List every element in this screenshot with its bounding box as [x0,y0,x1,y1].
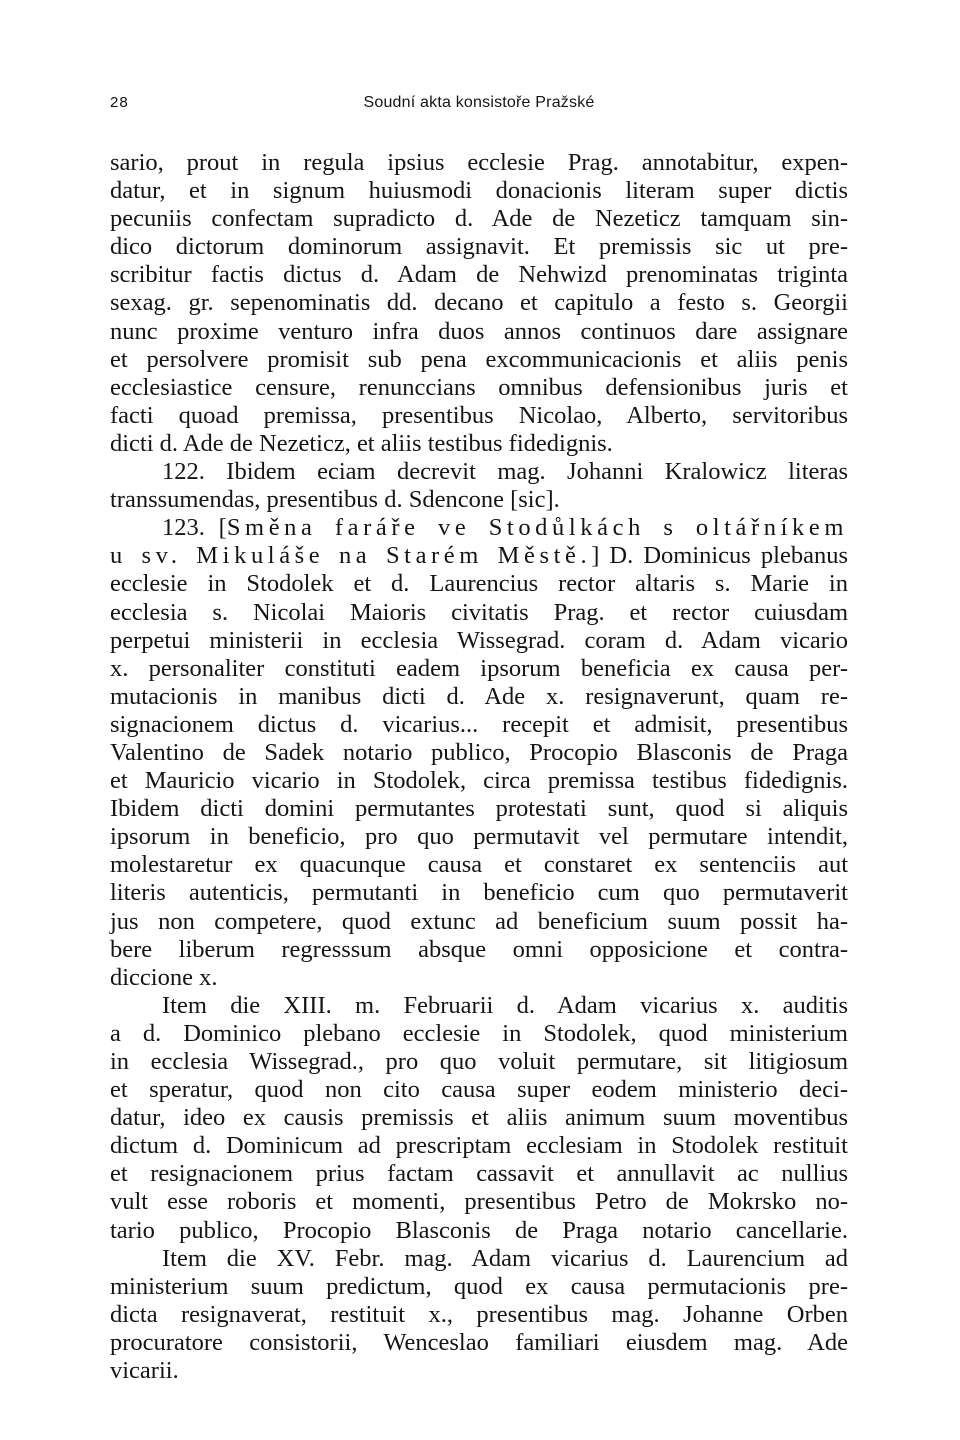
text-line: mutacionis in manibus dicti d. Ade x. resignaverunt, quam re- [110,682,848,710]
text-line: x. personaliter constituti eadem ipsorum beneficia ex causa per- [110,654,848,682]
text-line: dictum d. Dominicum ad prescriptam ecclesiam in Stodolek restituit [110,1132,848,1160]
text-line: sexag. gr. sepenominatis dd. decano et capitulo a festo s. Georgii [110,289,848,317]
text-line: et Mauricio vicario in Stodolek, circa premissa testibus fidedignis. [110,767,848,795]
entry-123-heading-line [110,514,848,542]
text-line: scribitur factis dictus d. Adam de Nehwizd prenominatas triginta [110,261,848,289]
text-line: dicti d. Ade de Nezeticz, et aliis testibus fidedignis. [110,429,613,457]
text-line: jus non competere, quod extunc ad beneficium suum possit ha- [110,907,848,935]
body-text [110,149,848,1385]
entry-122-line: 122. Ibidem eciam decrevit mag. Johanni Kralowicz literas [162,458,848,486]
text-line: ecclesiastice censure, renunccians omnibus defensionibus juris et [110,373,848,401]
text-line: et persolvere promisit sub pena excommunicacionis et aliis penis [110,345,848,373]
text-line: et speratur, quod non cito causa super eodem ministerio deci- [110,1076,848,1104]
paragraph-line: Item die XV. Febr. mag. Adam vicarius d. Laurencium ad [162,1244,848,1272]
entry-number: 123. [ [162,514,227,542]
text-line: vult esse roboris et momenti, presentibus Petro de Mokrsko no- [110,1188,848,1216]
running-header [110,94,848,118]
text-line: datur, et in signum huiusmodi donacionis literam super dictis [110,177,848,205]
text-line: literis autenticis, permutanti in beneficio cum quo permutaverit [110,879,848,907]
czech-summary: Směna farářе ve Stodůlkách s oltářníkem [226,514,848,542]
text-line: et resignacionem prius factam cassavit et annullavit ac nullius [110,1160,848,1188]
text-line [110,542,848,570]
text-line: signacionem dictus d. vicarius... recepit et admisit, presentibus [110,710,848,738]
text-line: nunc proxime venturo infra duos annos continuos dare assignare [110,317,848,345]
text-line: dico dictorum dominorum assignavit. Et premissis sic ut pre- [110,233,848,261]
text-line: ecclesie in Stodolek et d. Laurencius rector altaris s. Marie in [110,570,848,598]
text-line: in ecclesia Wissegrad., pro quo voluit permutare, sit litigiosum [110,1048,848,1075]
text-line: procuratore consistorii, Wenceslao familiari eiusdem mag. Ade [110,1328,848,1356]
text-line: vicarii. [110,1357,179,1385]
text-line: Ibidem dicti domini permutantes protestati sunt, quod si aliquis [110,795,848,823]
text-line: transsumendas, presentibus d. Sdencone [sic]. [110,486,560,514]
czech-summary-continued: u sv. Mikuláše na Starém Městě. [110,542,592,570]
paragraph-line: Item die XIII. m. Februarii d. Adam vicarius x. auditis [162,991,848,1019]
text-line: ecclesia s. Nicolai Maioris civitatis Prag. et rector cuiusdam [110,598,848,626]
entry-text-start: ] D. Dominicus plebanus [591,542,848,570]
text-line: pecuniis confectam supradicto d. Ade de Nezeticz tamquam sin- [110,205,848,233]
text-line: datur, ideo ex causis premissis et aliis animum suum moventibus [110,1104,848,1132]
text-line: perpetui ministerii in ecclesia Wissegrad. coram d. Adam vicario [110,626,848,654]
text-line: ipsorum in beneficio, pro quo permutavit vel permutare intendit, [110,823,848,851]
text-line: a d. Dominico plebano ecclesie in Stodolek, quod ministerium [110,1019,848,1047]
page-number: 28 [110,94,129,111]
text-line: ministerium suum predictum, quod ex causa permutacionis pre- [110,1272,848,1300]
text-line: bere liberum regresssum absque omni opposicione et contra- [110,935,848,963]
text-line: diccione x. [110,963,218,991]
text-line: molestaretur ex quacunque causa et constaret ex sentenciis aut [110,851,848,879]
text-line: tario publico, Procopio Blasconis de Praga notario cancellarie. [110,1216,848,1244]
text-line: Valentino de Sadek notario publico, Procopio Blasconis de Praga [110,738,848,766]
text-line: dicta resignaverat, restituit x., presentibus mag. Johanne Orben [110,1300,848,1328]
text-line: sario, prout in regula ipsius ecclesie Prag. annotabitur, expen- [110,149,848,176]
running-title: Soudní akta konsistoře Pražské [363,94,595,111]
text-line: facti quoad premissa, presentibus Nicolao, Alberto, servitoribus [110,401,848,429]
